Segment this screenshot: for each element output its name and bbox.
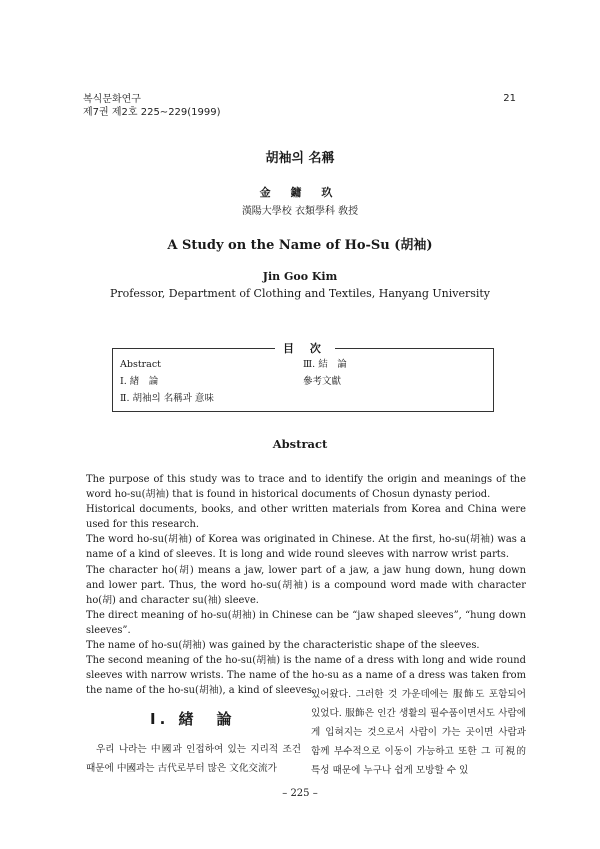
abstract-paragraph: The purpose of this study was to trace and to identify the origin and meanings of the word ho-su(胡袖) that is found in historical documents of Chosun dynasty period. — [86, 474, 526, 501]
section-heading-intro: Ⅰ. 緖 論 — [150, 710, 236, 728]
toc-heading: 目 次 — [275, 340, 335, 356]
abstract-paragraph: The second meaning of the ho-su(胡袖) is the name of a dress with long and wide round sleeves with narrow wrists. The name of the ho-su as a name of a dress was taken from the name of the ho-su(胡袖), a kind of sleeves. — [86, 655, 526, 697]
abstract-paragraph: The direct meaning of ho-su(胡袖) in Chinese can be “jaw shaped sleeves”, “hung down sleeves”. — [86, 609, 526, 636]
toc-item-name-meaning: Ⅱ. 胡袖의 名稱과 意味 — [120, 393, 214, 404]
abstract-heading: Abstract — [272, 437, 328, 451]
abstract-paragraph: Historical documents, books, and other written materials from Korea and China were used for this research. — [86, 504, 526, 531]
page-number-top: 21 — [503, 93, 516, 104]
title-english: A Study on the Name of Ho-Su (胡袖) — [167, 238, 433, 253]
abstract-paragraph: The name of ho-su(胡袖) was gained by the characteristic shape of the sleeves. — [86, 640, 480, 652]
body-text: 우리 나라는 中國과 인접하여 있는 지리적 조건 때문에 中國과는 古代로부터 많은 文化交流가 — [86, 744, 301, 774]
title-korean: 胡袖의 名稱 — [265, 151, 335, 166]
author-korean: 金 鏞 玖 — [259, 186, 341, 199]
body-text: 있어왔다. 그러한 것 가운데에는 服飾도 포함되어 있었다. 服飾은 인간 생활의 필수품이면서도 사람에게 입혀지는 것으로서 사람이 가는 곳이면 사람과 함께 부수적으로 이동이 가능하고 또한 그 可視的 특성 때문에 누구나 쉽게 모방할 수 있 — [311, 689, 526, 776]
body-column-right — [311, 685, 526, 780]
affiliation-korean: 漢陽大學校 衣類學科 敎授 — [241, 206, 359, 217]
journal-info — [83, 93, 221, 119]
journal-volume: 제7권 제2호 225∼229(1999) — [83, 107, 221, 118]
abstract-body — [86, 472, 526, 698]
toc-item-references: 參考文獻 — [303, 376, 342, 387]
page-footer: – 225 – — [282, 788, 318, 799]
body-column-left — [86, 740, 301, 778]
toc-item-abstract: Abstract — [120, 359, 161, 370]
affiliation-english: Professor, Department of Clothing and Textiles, Hanyang University — [109, 287, 491, 300]
toc-item-intro: Ⅰ. 緖 論 — [120, 376, 159, 387]
abstract-paragraph: The character ho(胡) means a jaw, lower part of a jaw, a jaw hung down, hung down and lower part. Thus, the word ho-su(胡袖) is a compound word made with character ho(胡) and character su(袖) sleeve. — [86, 564, 526, 606]
journal-name: 복식문화연구 — [83, 94, 141, 105]
author-english: Jin Goo Kim — [262, 270, 338, 283]
abstract-paragraph: The word ho-su(胡袖) of Korea was originated in Chinese. At the first, ho-su(胡袖) was a name of a kind of sleeves. It is long and wide round sleeves with narrow wrist parts. — [86, 534, 526, 561]
toc-item-conclusion: Ⅲ. 結 論 — [303, 359, 347, 370]
